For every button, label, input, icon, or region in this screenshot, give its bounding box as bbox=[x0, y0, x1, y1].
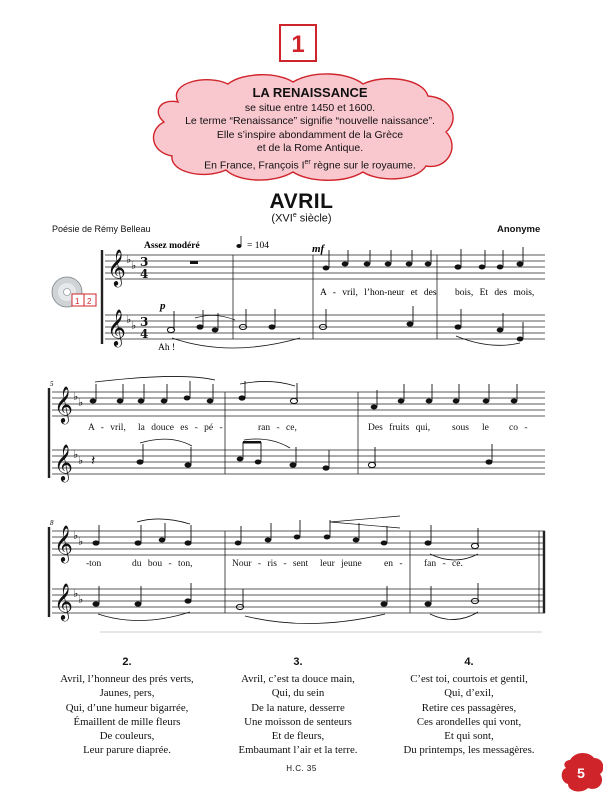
lyrics-line: Ah ! bbox=[158, 343, 176, 353]
verse-4 bbox=[384, 655, 554, 757]
treble-clef-icon: 𝄞 bbox=[54, 385, 73, 423]
verse-line: Avril, c’est ta douce main, bbox=[241, 673, 355, 686]
chapter-number-box: 1 bbox=[279, 24, 317, 62]
verse-line: Ces arondelles qui vont, bbox=[416, 715, 522, 728]
lyrics-line: Nour - ris - sent bbox=[232, 559, 309, 569]
svg-text:♭: ♭ bbox=[131, 259, 137, 272]
lyrics-line: du bou - ton, bbox=[132, 559, 193, 569]
lyrics-line: en - bbox=[384, 559, 403, 569]
tempo-value: = 104 bbox=[247, 241, 269, 251]
composer-credit: Anonyme bbox=[497, 224, 541, 235]
verse-line: Et de fleurs, bbox=[271, 730, 325, 743]
system-2 bbox=[49, 388, 545, 478]
verse-line: De couleurs, bbox=[99, 730, 155, 743]
svg-text:♭: ♭ bbox=[78, 535, 84, 548]
info-line: Elle s’inspire abondamment de la Grèce bbox=[216, 128, 404, 141]
info-line: Le terme “Renaissance” signifie “nouvelle naissance”. bbox=[185, 115, 435, 128]
verse-line: Retire ces passagères, bbox=[421, 701, 517, 714]
verse-number: 3. bbox=[293, 656, 303, 668]
svg-text:♭: ♭ bbox=[73, 448, 79, 461]
lyrics-line: leur jeune bbox=[320, 559, 362, 569]
svg-text:♭: ♭ bbox=[78, 593, 84, 606]
measure-number: 8 bbox=[50, 519, 54, 527]
svg-text:3: 3 bbox=[140, 315, 149, 329]
verse-number: 4. bbox=[464, 656, 474, 668]
treble-clef-icon: 𝄞 bbox=[107, 248, 126, 286]
verse-line: Et qui sont, bbox=[444, 730, 494, 743]
svg-text:♭: ♭ bbox=[131, 319, 137, 332]
svg-text:♭: ♭ bbox=[73, 529, 79, 542]
song-title: AVRIL bbox=[269, 190, 334, 213]
verse-line: Leur parure diaprée. bbox=[83, 744, 171, 757]
tempo-marking: Assez modéré bbox=[144, 241, 200, 251]
treble-clef-icon: 𝄞 bbox=[54, 582, 73, 620]
verse-line: Avril, l’honneur des prés verts, bbox=[60, 673, 194, 686]
verse-2 bbox=[42, 655, 212, 757]
treble-clef-icon: 𝄞 bbox=[107, 308, 126, 346]
lyrics-line: Des fruits qui, bbox=[368, 423, 431, 433]
lyrics-line: ran - ce, bbox=[258, 423, 297, 433]
svg-text:♭: ♭ bbox=[78, 396, 84, 409]
verse-line: Une moisson de senteurs bbox=[244, 715, 352, 728]
treble-clef-icon: 𝄞 bbox=[54, 524, 73, 562]
verse-line: Qui, d’exil, bbox=[444, 687, 494, 700]
svg-text:♭: ♭ bbox=[126, 313, 132, 326]
century-suffix: siècle) bbox=[296, 212, 332, 225]
treble-clef-icon: 𝄞 bbox=[54, 443, 73, 481]
century-prefix: (XVI bbox=[271, 212, 293, 225]
lyrics-line: la douce es - pé - bbox=[138, 423, 223, 433]
info-line-sup: er bbox=[304, 158, 311, 166]
verse-line: De la nature, desserre bbox=[251, 701, 345, 714]
page-number: 5 bbox=[577, 765, 585, 781]
svg-text:3: 3 bbox=[140, 255, 149, 269]
lyrics-line: co - bbox=[509, 423, 528, 433]
info-line-suffix: règne sur le royaume. bbox=[310, 159, 416, 172]
verse-line: Qui, d’une humeur bigarrée, bbox=[65, 701, 189, 714]
poet-credit: Poésie de Rémy Belleau bbox=[52, 224, 151, 234]
svg-text:♭: ♭ bbox=[126, 253, 132, 266]
footer-code: H.C. 35 bbox=[286, 764, 317, 773]
lyrics-line: le bbox=[482, 423, 489, 433]
dynamic-p: p bbox=[160, 300, 166, 312]
page-number-badge bbox=[560, 752, 603, 792]
lyrics-line: fan - ce. bbox=[424, 559, 463, 569]
svg-text:♭: ♭ bbox=[73, 587, 79, 600]
info-line: se situe entre 1450 et 1600. bbox=[244, 101, 376, 114]
lyrics-line: A - vril, l’hon-neur et des bbox=[320, 288, 437, 298]
svg-text:4: 4 bbox=[140, 327, 149, 341]
svg-text:𝄽: 𝄽 bbox=[91, 453, 96, 469]
lyrics-line: sous bbox=[452, 423, 469, 433]
cd-track-number: 1 bbox=[75, 297, 80, 306]
notes-bottom-1 bbox=[167, 306, 523, 342]
info-line-prefix: En France, François I bbox=[204, 159, 305, 172]
lyrics-line: A - vril, bbox=[88, 423, 126, 433]
info-title: LA RENAISSANCE bbox=[252, 85, 368, 100]
verse-3 bbox=[213, 655, 383, 757]
verse-line: Émaillent de mille fleurs bbox=[73, 715, 181, 728]
lyrics-line: -ton bbox=[86, 559, 102, 569]
svg-text:4: 4 bbox=[140, 267, 149, 281]
svg-text:♭: ♭ bbox=[73, 390, 79, 403]
verse-number: 2. bbox=[122, 656, 132, 668]
verse-line: Du printemps, les messagères. bbox=[403, 744, 535, 757]
verse-line: Jaunes, pers, bbox=[99, 687, 155, 700]
cd-track-number: 2 bbox=[87, 297, 92, 306]
info-line: et de la Rome Antique. bbox=[256, 142, 364, 155]
verse-line: C’est toi, courtois et gentil, bbox=[410, 673, 528, 686]
lyrics-line: bois, Et des mois, bbox=[455, 288, 535, 298]
dynamic-mf: mf bbox=[312, 243, 325, 255]
svg-text:♭: ♭ bbox=[78, 454, 84, 467]
verse-line: Qui, du sein bbox=[271, 687, 325, 700]
verse-line: Embaumant l’air et la terre. bbox=[238, 744, 358, 757]
system-3 bbox=[49, 527, 545, 617]
century-sup: e bbox=[292, 212, 297, 219]
measure-number: 5 bbox=[50, 380, 54, 388]
